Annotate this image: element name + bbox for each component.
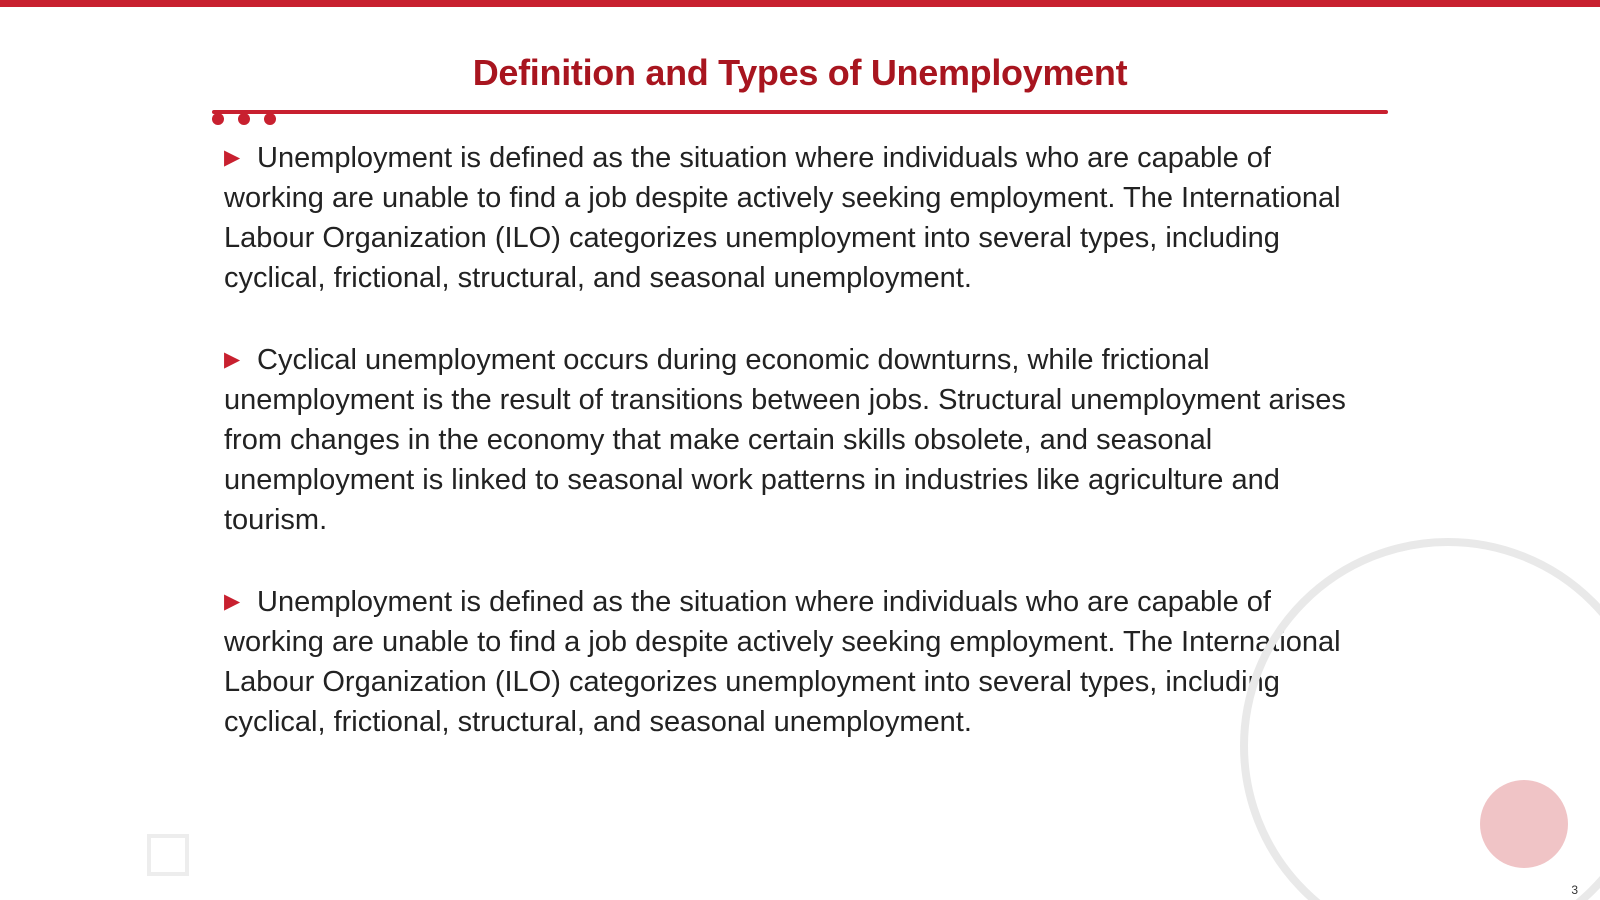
divider-dot-icon: [264, 113, 276, 125]
bullet-arrow-icon: ▶: [224, 146, 241, 169]
divider-dot-icon: [238, 113, 250, 125]
bullet-text: Unemployment is defined as the situation where individuals who are capable of working are unable to find a job despite actively seeking employment. The International Labour Organization (ILO) categorizes unemployment into several types, including cyclical, frictional, structural, and seasonal unemployment.: [224, 142, 1341, 294]
bullet-arrow-icon: ▶: [224, 590, 241, 613]
page-number: 3: [1571, 883, 1578, 897]
bullet-item: [224, 340, 1364, 540]
bullet-arrow-icon: ▶: [224, 348, 241, 371]
bullet-text: Cyclical unemployment occurs during economic downturns, while frictional unemployment is the result of transitions between jobs. Structural unemployment arises from changes in the economy that make certain skills obsolete, and seasonal unemployment is linked to seasonal work patterns in industries like agriculture and tourism.: [224, 344, 1346, 536]
bullet-text: Unemployment is defined as the situation where individuals who are capable of working are unable to find a job despite actively seeking employment. The International Labour Organization (ILO) categorizes unemployment into several types, including cyclical, frictional, structural, and seasonal unemployment.: [224, 586, 1341, 738]
decorative-square: [147, 834, 189, 876]
top-accent-bar: [0, 0, 1600, 7]
bullet-item: [224, 138, 1364, 298]
title-divider: [212, 110, 1388, 114]
bullet-list: [224, 138, 1364, 784]
decorative-disc: [1480, 780, 1568, 868]
bullet-item: [224, 582, 1364, 742]
slide-title: Definition and Types of Unemployment: [472, 52, 1128, 93]
divider-dot-icon: [212, 113, 224, 125]
